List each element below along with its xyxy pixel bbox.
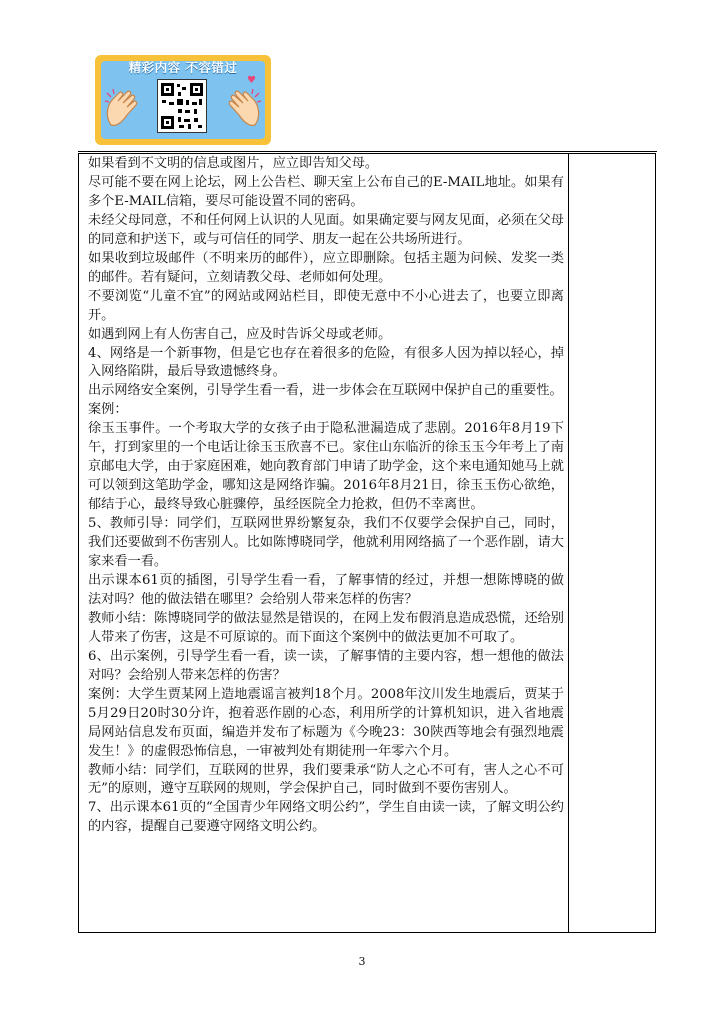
clapping-hands-icon (219, 87, 263, 129)
paragraph: 4、网络是一个新事物，但是它也存在着很多的危险，有很多人因为掉以轻心，掉入网络陷阱，最后导致遗憾终身。 (88, 345, 564, 380)
banner-title: 精彩内容 不容错过 (128, 60, 238, 75)
paragraph: 如果收到垃圾邮件（不明来历的邮件），应立即删除。包括主题为问候、发奖一类的邮件。若有疑问，立刻请教父母、老师如何处理。 (88, 250, 564, 285)
paragraph: 教师小结：同学们，互联网的世界，我们要秉承“防人之心不可有，害人之心不可无”的原则，遵守互联网的规则，学会保护自己，同时做到不要伤害别人。 (88, 762, 564, 797)
table-column-divider (568, 153, 569, 933)
paragraph: 5、教师引导：同学们，互联网世界纷繁复杂，我们不仅要学会保护自己，同时，我们还要做到不伤害别人。比如陈博晓同学，他就利用网络搞了一个恶作剧，请大家来看一看。 (88, 516, 564, 570)
qr-code-icon[interactable] (157, 79, 207, 133)
heart-icon: ♥ (247, 75, 256, 86)
paragraph: 出示网络安全案例，引导学生看一看，进一步体会在互联网中保护自己的重要性。 (88, 383, 563, 399)
paragraph: 如遇到网上有人伤害自己，应及时告诉父母或老师。 (88, 326, 392, 342)
paragraph: 未经父母同意，不和任何网上认识的人见面。如果确定要与网友见面，必须在父母的同意和护送下，或与可信任的同学、朋友一起在公共场所进行。 (88, 212, 564, 247)
promo-banner[interactable] (95, 55, 271, 145)
paragraph: 如果看到不文明的信息或图片，应立即告知父母。 (88, 156, 379, 171)
paragraph: 7、出示课本61页的“全国青少年网络文明公约”，学生自由读一读，了解文明公约的内容，提醒自己要遵守网络文明公约。 (88, 800, 564, 835)
paragraph: 尽可能不要在网上论坛，网上公告栏、聊天室上公布自己的E-MAIL地址。如果有多个E-MAIL信箱，要尽可能设置不同的密码。 (88, 174, 564, 209)
paragraph: 6、出示案例，引导学生看一看，读一读，了解事情的主要内容，想一想他的做法对吗？会给别人带来怎样的伤害？ (88, 648, 564, 683)
table-top-rule (78, 151, 657, 152)
paragraph: 不要浏览“儿童不宜”的网站或网站栏目，即使无意中不小心进去了，也要立即离开。 (88, 288, 564, 323)
paragraph: 徐玉玉事件。一个考取大学的女孩子由于隐私泄漏造成了悲剧。2016年8月19下午，打到家里的一个电话让徐玉玉欣喜不已。家住山东临沂的徐玉玉今年考上了南京邮电大学，由于家庭困难，她向教育部门申请了助学金，这个来电通知她马上就可以领到这笔助学金，哪知这是网络诈骗。2016年8月21日，徐玉玉伤心欲绝，郁结于心，最终导致心脏骤停，虽经医院全力抢救，但仍不幸离世。 (88, 421, 564, 513)
paragraph: 出示课本61页的插图，引导学生看一看，了解事情的经过，并想一想陈博晓的做法对吗？他的做法错在哪里？会给别人带来怎样的伤害？ (88, 572, 564, 607)
page-number: 3 (358, 955, 366, 968)
paragraph: 教师小结：陈博晓同学的做法显然是错误的，在网上发布假消息造成恐慌，还给别人带来了伤害，这是不可原谅的。而下面这个案例中的做法更加不可取了。 (88, 610, 564, 645)
paragraph: 案例：大学生贾某网上造地震谣言被判18个月。2008年汶川发生地震后，贾某于5月29日20时30分许，抱着恶作剧的心态，利用所学的计算机知识，进入省地震局网站信息发布页面，编造并发布了标题为《今晚23：30陕西等地会有强烈地震发生！》的虚假恐怖信息，一审被判处有期徒刑一年零六个月。 (88, 686, 564, 759)
clapping-hands-icon (103, 87, 147, 129)
paragraph: 案例： (88, 402, 128, 418)
lesson-content (88, 155, 564, 837)
